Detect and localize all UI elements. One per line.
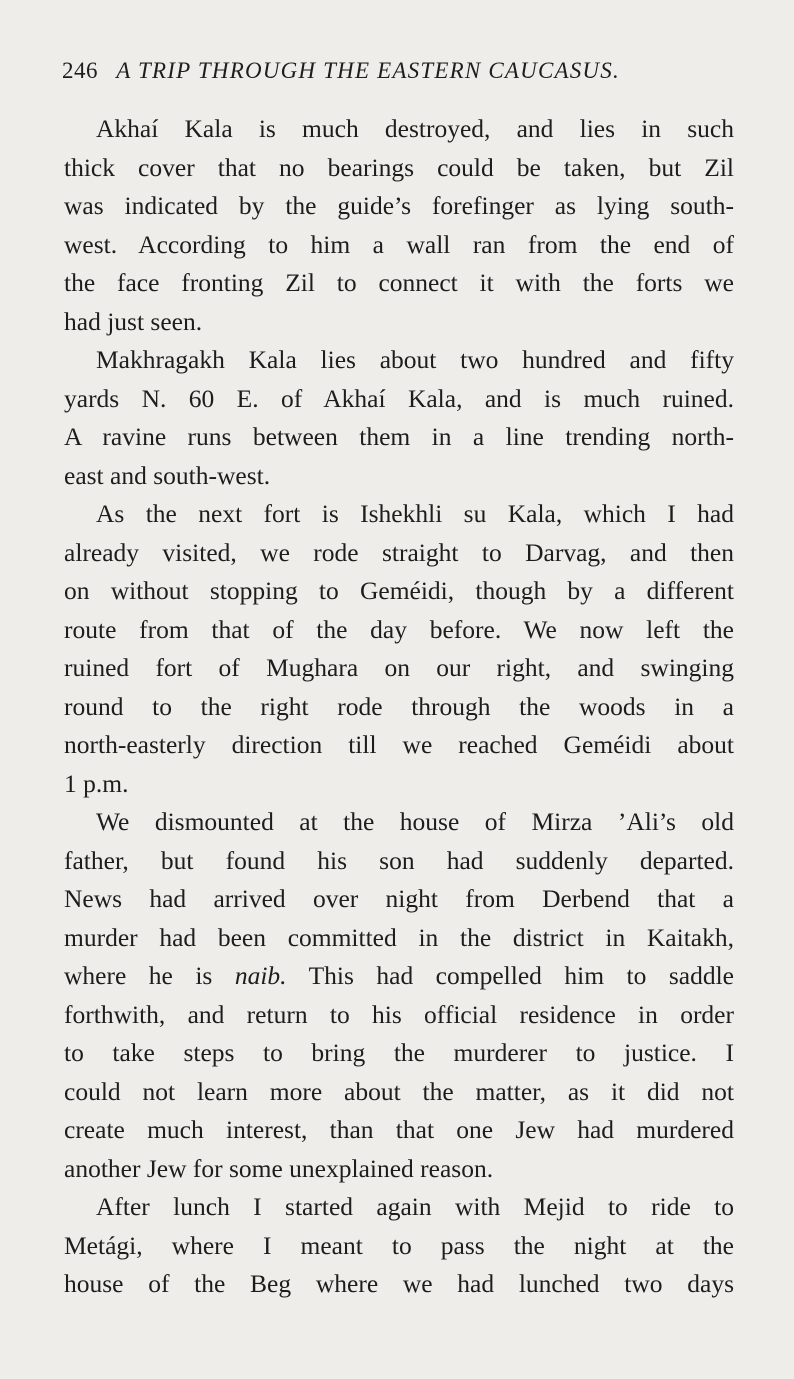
text-line: News had arrived over night from Derbend that a	[64, 884, 734, 913]
text-line: father, but found his son had suddenly departed.	[64, 845, 734, 875]
text-line: After lunch I started again with Mejid to ride to	[96, 1192, 734, 1221]
text-line: the face fronting Zil to connect it with the forts we	[64, 268, 734, 297]
body-text	[64, 110, 734, 1304]
text-line: to take steps to bring the murderer to justice. I	[64, 1038, 734, 1067]
text-run: This had compelled him to saddle	[286, 961, 734, 990]
text-line: east and south-west.	[64, 460, 271, 490]
running-head	[62, 58, 732, 94]
text-line: As the next fort is Ishekhli su Kala, which I had	[96, 499, 734, 528]
text-line: murder had been committed in the district in Kaitakh,	[64, 922, 734, 952]
italic-term: naib.	[234, 961, 287, 990]
text-line: had just seen.	[64, 306, 203, 336]
text-line: house of the Beg where we had lunched two days	[64, 1269, 734, 1298]
text-line: A ravine runs between them in a line trending north-	[64, 422, 734, 451]
text-line: west. According to him a wall ran from the end of	[64, 229, 734, 259]
text-line: Metági, where I meant to pass the night at the	[64, 1230, 734, 1260]
text-line: on without stopping to Geméidi, though by a different	[64, 576, 734, 605]
text-run: where he is	[64, 961, 235, 990]
text-line: could not learn more about the matter, as it did not	[64, 1076, 734, 1106]
text-line: create much interest, than that one Jew had murdered	[64, 1115, 734, 1144]
text-line: was indicated by the guide’s forefinger as lying south-	[64, 191, 734, 220]
text-line: north-easterly direction till we reached Geméidi about	[64, 730, 734, 759]
text-line: We dismounted at the house of Mirza ’Ali’s old	[96, 807, 734, 836]
text-line: another Jew for some unexplained reason.	[64, 1153, 494, 1183]
text-line: yards N. 60 E. of Akhaí Kala, and is much ruined.	[64, 383, 734, 413]
running-title: A TRIP THROUGH THE EASTERN CAUCASUS.	[116, 58, 620, 83]
text-line: ruined fort of Mughara on our right, and swinging	[64, 653, 734, 682]
text-line: thick cover that no bearings could be taken, but Zil	[64, 152, 734, 182]
text-line: Makhragakh Kala lies about two hundred and fifty	[96, 345, 734, 374]
text-line: forthwith, and return to his official residence in order	[64, 999, 734, 1029]
text-line: Akhaí Kala is much destroyed, and lies in such	[96, 114, 734, 143]
text-line: 1 p.m.	[64, 768, 129, 798]
text-line: already visited, we rode straight to Darvag, and then	[64, 537, 734, 567]
page-number: 246	[62, 58, 98, 83]
text-line: route from that of the day before. We now left the	[64, 614, 734, 644]
text-line: round to the right rode through the woods in a	[64, 691, 734, 721]
text-line	[64, 957, 734, 996]
